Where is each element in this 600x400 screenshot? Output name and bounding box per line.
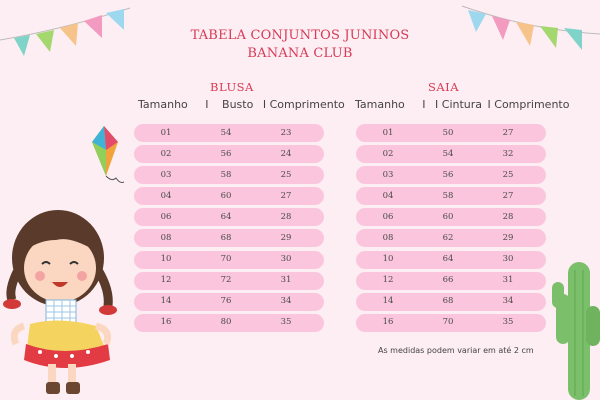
table-row xyxy=(134,251,324,269)
girl-illustration xyxy=(3,210,117,394)
table-cell: 31 xyxy=(502,275,514,286)
table-row xyxy=(356,187,546,205)
table-row xyxy=(356,166,546,184)
table-row xyxy=(134,166,324,184)
table-cell: 16 xyxy=(382,317,394,328)
table-cell: 29 xyxy=(280,232,292,243)
saia-headers xyxy=(355,98,569,111)
table-cell: 62 xyxy=(442,232,454,243)
table-cell: 34 xyxy=(280,296,292,307)
saia-title: SAIA xyxy=(428,80,460,94)
table-cell: 80 xyxy=(220,317,232,328)
table-cell: 04 xyxy=(160,190,172,201)
table-cell: 28 xyxy=(502,211,514,222)
table-row xyxy=(134,187,324,205)
table-cell: 58 xyxy=(442,190,454,201)
table-cell: 70 xyxy=(442,317,454,328)
table-cell: 56 xyxy=(442,169,454,180)
table-cell: 68 xyxy=(442,296,454,307)
blusa-title: BLUSA xyxy=(210,80,254,94)
table-row xyxy=(356,293,546,311)
saia-header-tamanho: Tamanho xyxy=(355,98,405,111)
table-cell: 27 xyxy=(502,190,514,201)
table-cell: 12 xyxy=(382,275,394,286)
table-cell: 31 xyxy=(280,275,292,286)
saia-header-cintura: I Cintura xyxy=(435,98,483,111)
table-row xyxy=(356,124,546,142)
table-cell: 03 xyxy=(160,169,172,180)
table-cell: 14 xyxy=(382,296,394,307)
table-cell: 24 xyxy=(280,148,292,159)
table-row xyxy=(134,124,324,142)
table-cell: 08 xyxy=(160,232,172,243)
table-cell: 08 xyxy=(382,232,394,243)
table-cell: 56 xyxy=(220,148,232,159)
table-cell: 23 xyxy=(280,127,292,138)
table-cell: 02 xyxy=(160,148,172,159)
table-cell: 29 xyxy=(502,232,514,243)
table-cell: 28 xyxy=(280,211,292,222)
table-row xyxy=(134,314,324,332)
cactus-illustration xyxy=(552,262,600,400)
table-cell: 32 xyxy=(502,148,514,159)
table-cell: 34 xyxy=(502,296,514,307)
table-cell: 04 xyxy=(382,190,394,201)
table-row xyxy=(134,293,324,311)
table-row xyxy=(134,145,324,163)
table-cell: 60 xyxy=(442,211,454,222)
table-row xyxy=(356,272,546,290)
table-cell: 16 xyxy=(160,317,172,328)
table-cell: 50 xyxy=(442,127,454,138)
table-cell: 72 xyxy=(220,275,232,286)
table-cell: 35 xyxy=(502,317,514,328)
table-row xyxy=(356,251,546,269)
table-cell: 66 xyxy=(442,275,454,286)
table-cell: 12 xyxy=(160,275,172,286)
page-subtitle: BANANA CLUB xyxy=(247,46,353,61)
table-cell: 03 xyxy=(382,169,394,180)
table-cell: 76 xyxy=(220,296,232,307)
blusa-headers xyxy=(138,98,345,111)
table-row xyxy=(134,229,324,247)
blusa-header-tamanho: Tamanho xyxy=(138,98,188,111)
table-cell: 25 xyxy=(280,169,292,180)
table-row xyxy=(356,208,546,226)
table-cell: 06 xyxy=(382,211,394,222)
blusa-header-comprimento: I Comprimento xyxy=(262,98,345,111)
saia-header-comprimento: I Comprimento xyxy=(487,98,570,111)
table-cell: 60 xyxy=(220,190,232,201)
table-cell: 64 xyxy=(220,211,232,222)
table-cell: 01 xyxy=(160,127,172,138)
table-cell: 14 xyxy=(160,296,172,307)
table-cell: 25 xyxy=(502,169,514,180)
saia-table xyxy=(356,124,546,335)
table-cell: 10 xyxy=(382,254,394,265)
table-cell: 06 xyxy=(160,211,172,222)
table-cell: 58 xyxy=(220,169,232,180)
table-cell: 02 xyxy=(382,148,394,159)
measurement-note: As medidas podem variar em até 2 cm xyxy=(378,346,534,355)
table-cell: 01 xyxy=(382,127,394,138)
blusa-table xyxy=(134,124,324,335)
blusa-header-sep: I xyxy=(205,98,209,111)
table-row xyxy=(356,145,546,163)
table-row xyxy=(356,314,546,332)
table-cell: 64 xyxy=(442,254,454,265)
table-cell: 10 xyxy=(160,254,172,265)
table-cell: 27 xyxy=(280,190,292,201)
table-cell: 54 xyxy=(220,127,232,138)
table-cell: 30 xyxy=(280,254,292,265)
table-row xyxy=(134,208,324,226)
table-cell: 68 xyxy=(220,232,232,243)
table-cell: 27 xyxy=(502,127,514,138)
page-title: TABELA CONJUNTOS JUNINOS xyxy=(190,28,410,43)
table-cell: 54 xyxy=(442,148,454,159)
table-row xyxy=(134,272,324,290)
blusa-header-busto: Busto xyxy=(222,98,254,111)
table-row xyxy=(356,229,546,247)
table-cell: 70 xyxy=(220,254,232,265)
table-cell: 30 xyxy=(502,254,514,265)
table-cell: 35 xyxy=(280,317,292,328)
kite-icon xyxy=(92,126,124,183)
saia-header-sep: I xyxy=(422,98,426,111)
